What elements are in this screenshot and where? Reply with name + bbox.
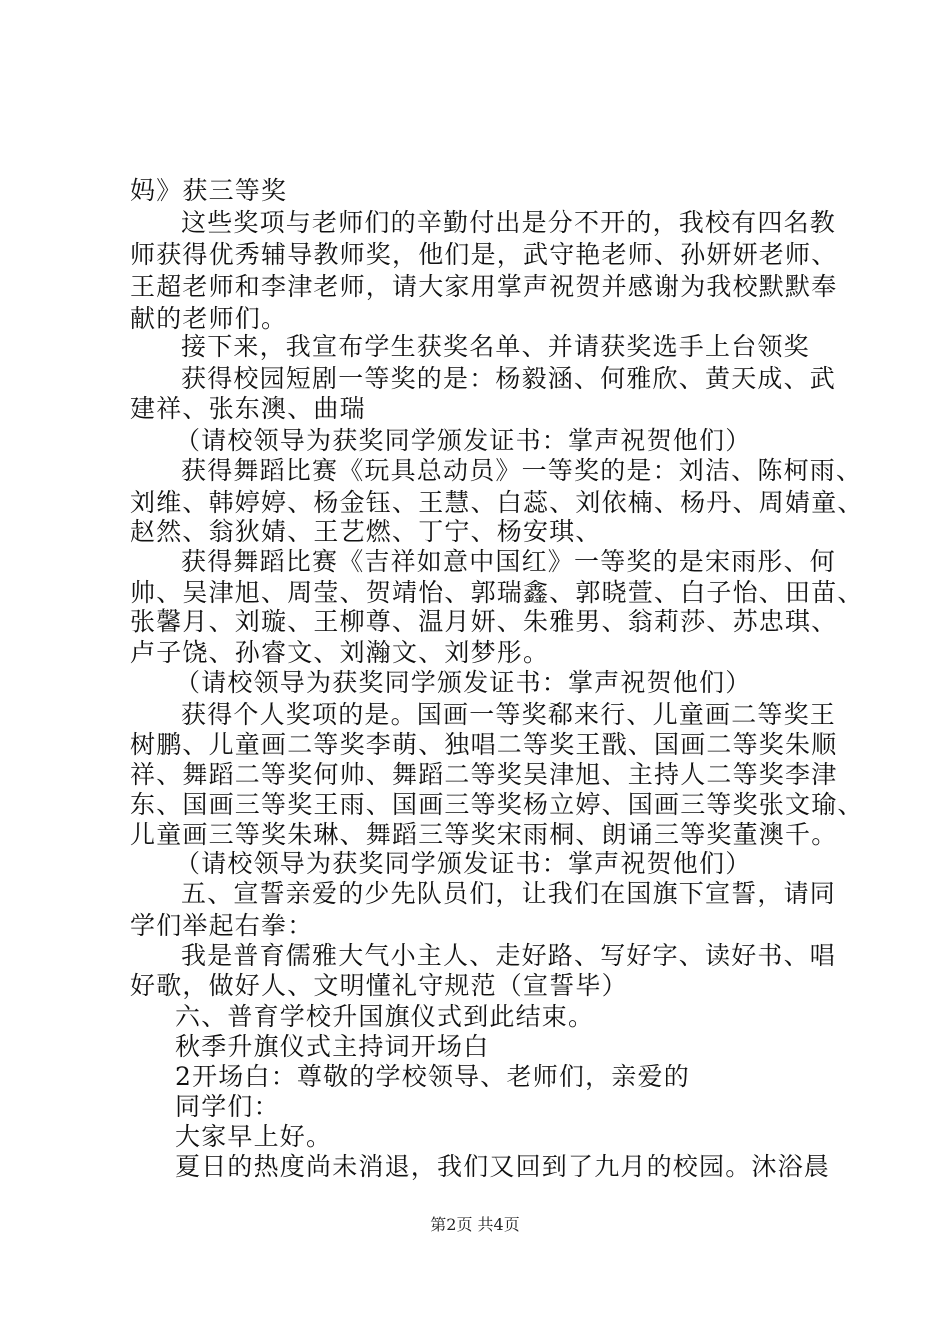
text-line: 五、宣誓亲爱的少先队员们，让我们在国旗下宣誓，请同 <box>181 879 837 908</box>
text-line: 获得个人奖项的是。国画一等奖郗来行、儿童画二等奖王 <box>181 700 837 729</box>
text-line: 学们举起右拳： <box>130 911 314 940</box>
text-line: 获得校园短剧一等奖的是：杨毅涵、何雅欣、黄天成、武 <box>181 364 837 393</box>
text-line: 六、普育学校升国旗仪式到此结束。 <box>175 1002 595 1031</box>
text-line: 这些奖项与老师们的辛勤付出是分不开的，我校有四名教 <box>181 208 837 237</box>
text-line: 大家早上好。 <box>175 1122 333 1151</box>
text-line: 2开场白：尊敬的学校领导、老师们，亲爱的 <box>175 1062 690 1091</box>
text-line: 秋季升旗仪式主持词开场白 <box>175 1032 490 1061</box>
text-line: 献的老师们。 <box>130 304 288 333</box>
text-line: 刘维、韩婷婷、杨金钰、王慧、白蕊、刘依楠、杨丹、周婧童、 <box>130 488 864 517</box>
text-line: 儿童画三等奖朱琳、舞蹈三等奖宋雨桐、朗诵三等奖董澳千。 <box>130 820 838 849</box>
text-line: 同学们： <box>175 1092 280 1121</box>
text-line: 祥、舞蹈二等奖何帅、舞蹈二等奖吴津旭、主持人二等奖李津 <box>130 760 838 789</box>
text-line: 师获得优秀辅导教师奖，他们是，武守艳老师、孙妍妍老师、 <box>130 240 838 269</box>
text-line: 好歌，做好人、文明懂礼守规范（宣誓毕） <box>130 971 628 1000</box>
text-line: 王超老师和李津老师，请大家用掌声祝贺并感谢为我校默默奉 <box>130 272 838 301</box>
text-line: 获得舞蹈比赛《吉祥如意中国红》一等奖的是宋雨彤、何 <box>181 547 837 576</box>
text-line: 东、国画三等奖王雨、国画三等奖杨立婷、国画三等奖张文瑜、 <box>130 790 864 819</box>
text-line: （请校领导为获奖同学颁发证书：掌声祝贺他们） <box>175 426 752 455</box>
text-line: 树鹏、儿童画二等奖李萌、独唱二等奖王戬、国画二等奖朱顺 <box>130 730 838 759</box>
text-line: （请校领导为获奖同学颁发证书：掌声祝贺他们） <box>175 849 752 878</box>
text-line: 我是普育儒雅大气小主人、走好路、写好字、读好书、唱 <box>181 941 837 970</box>
text-line: 夏日的热度尚未消退，我们又回到了九月的校园。沐浴晨 <box>175 1152 831 1181</box>
text-line: 获得舞蹈比赛《玩具总动员》一等奖的是：刘洁、陈柯雨、 <box>181 456 863 485</box>
text-line: 建祥、张东澳、曲瑞 <box>130 394 366 423</box>
text-line: 妈》获三等奖 <box>130 176 288 205</box>
text-line: （请校领导为获奖同学颁发证书：掌声祝贺他们） <box>175 668 752 697</box>
text-line: 张馨月、刘璇、王柳尊、温月妍、朱雅男、翁莉莎、苏忠琪、 <box>130 607 838 636</box>
text-line: 卢子饶、孙睿文、刘瀚文、刘梦彤。 <box>130 638 550 667</box>
page-number-footer: 第2页 共4页 <box>430 1215 520 1234</box>
text-line: 帅、吴津旭、周莹、贺靖怡、郭瑞鑫、郭晓萱、白子怡、田苗、 <box>130 578 864 607</box>
text-line: 赵然、翁狄婧、王艺燃、丁宁、杨安琪、 <box>130 517 602 546</box>
text-line: 接下来，我宣布学生获奖名单、并请获奖选手上台领奖 <box>181 332 810 361</box>
